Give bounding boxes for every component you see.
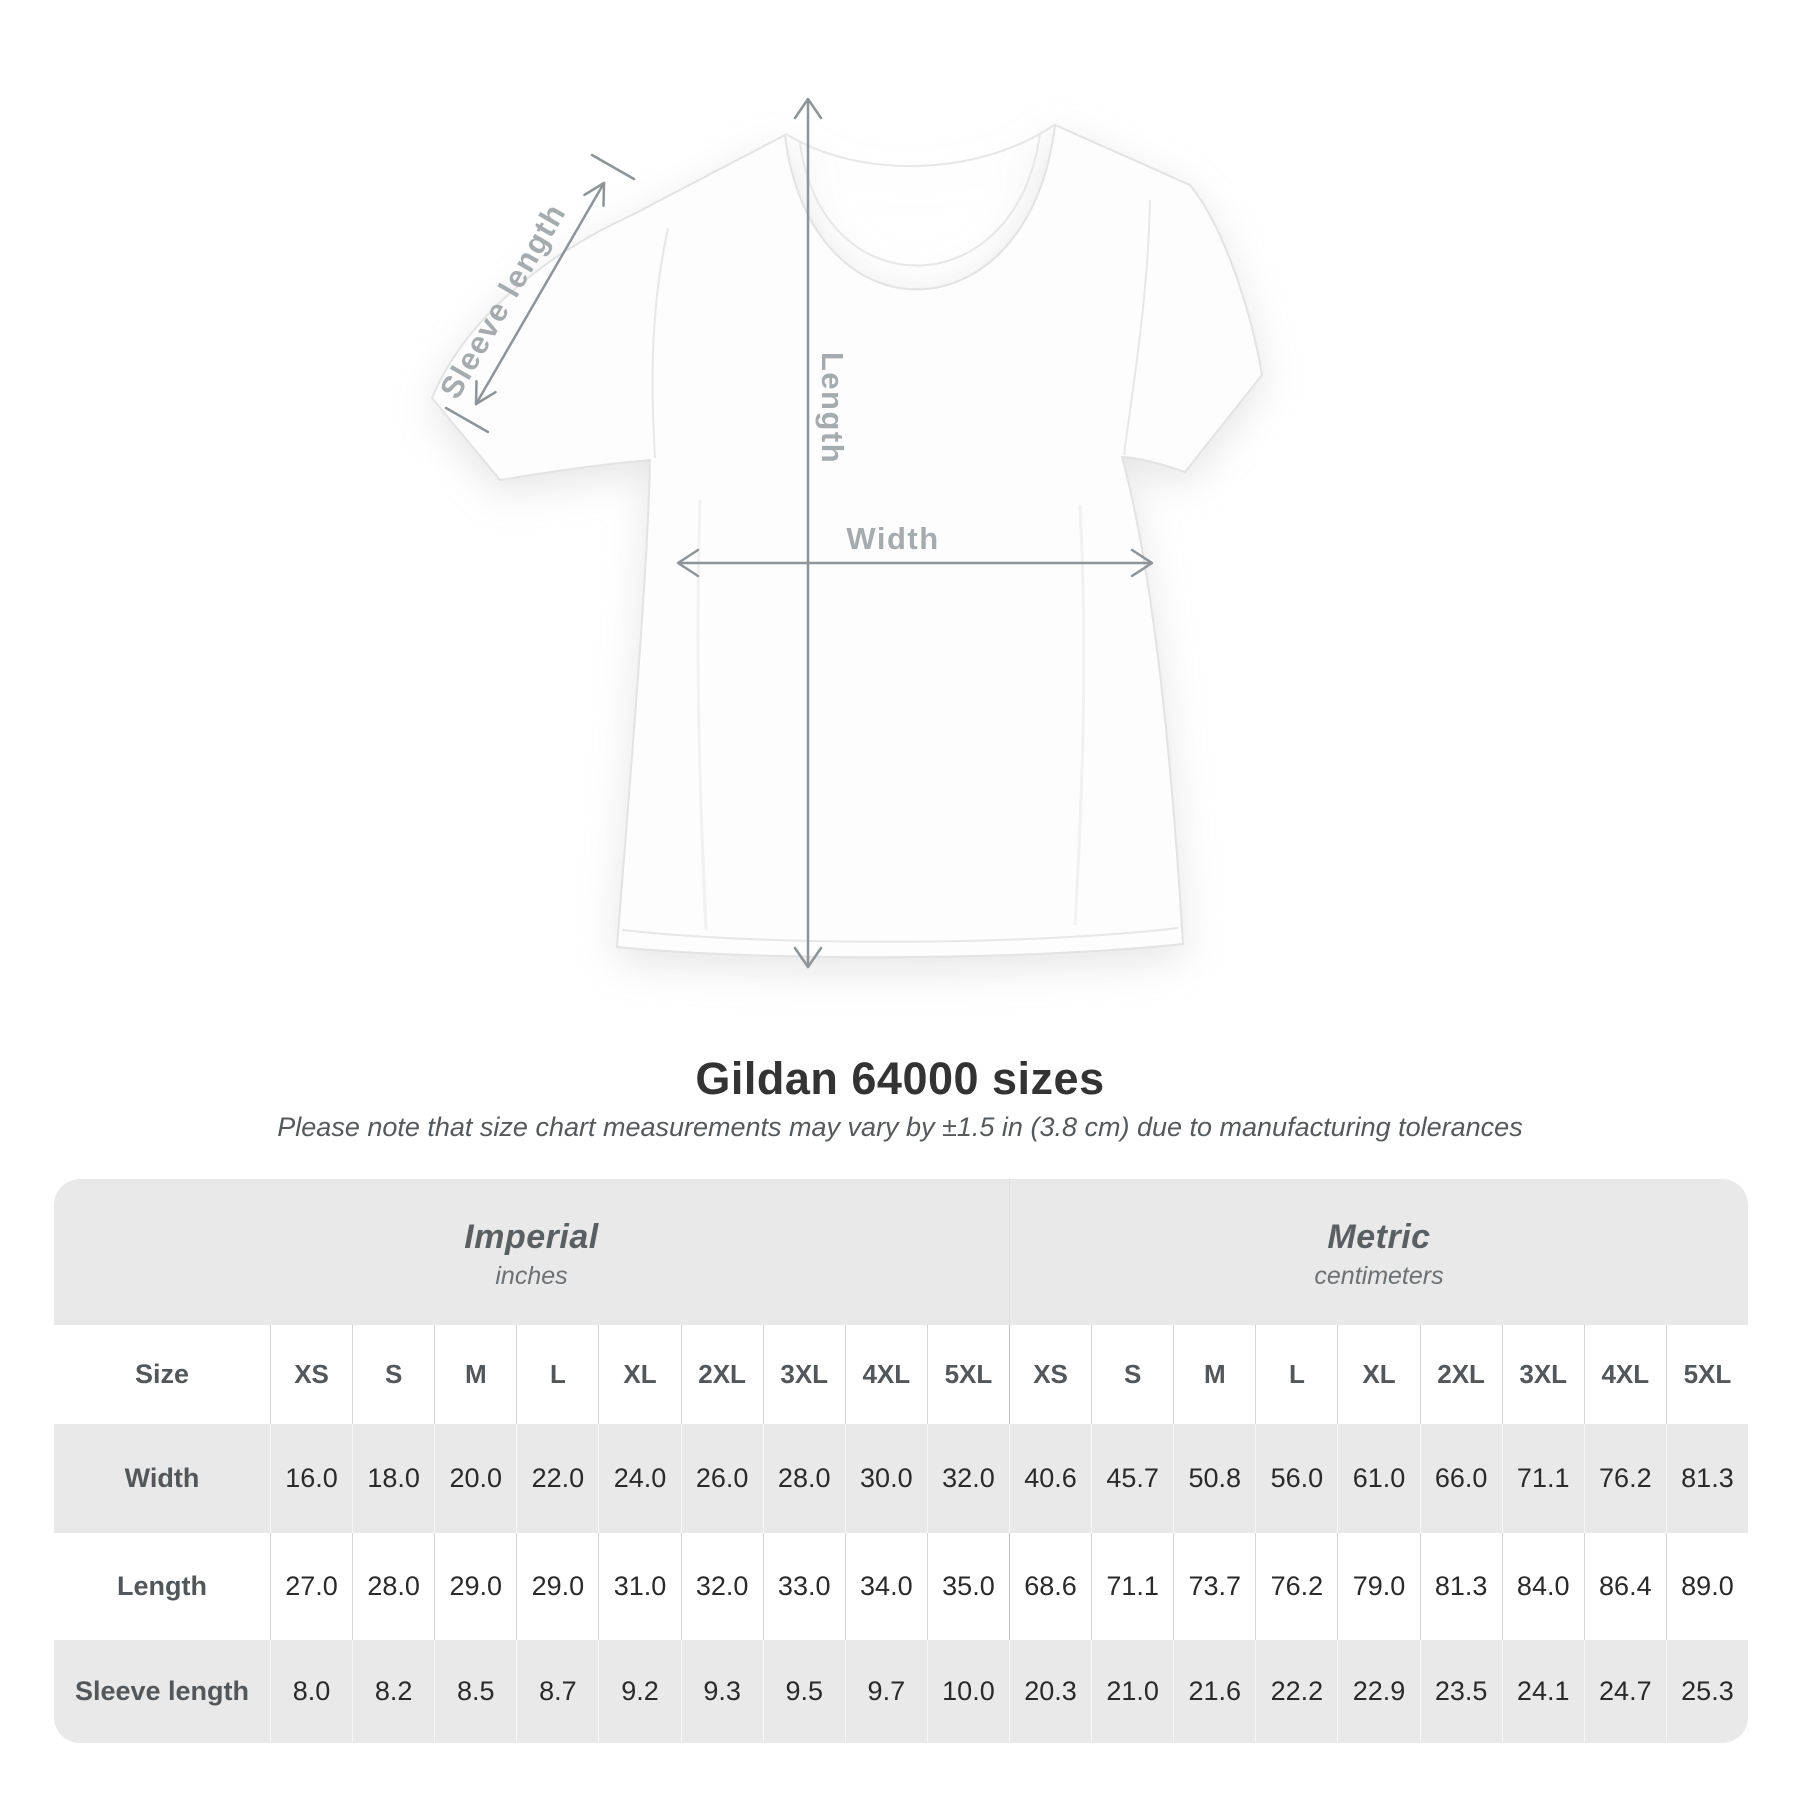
value-cell: 20.0 — [434, 1424, 516, 1533]
size-header-cell: XS — [1009, 1325, 1091, 1424]
value-cell: 56.0 — [1255, 1424, 1337, 1533]
unit-group-unit: inches — [495, 1261, 568, 1290]
size-header-cell: S — [352, 1325, 434, 1424]
value-cell: 8.7 — [516, 1640, 598, 1743]
unit-group-imperial — [54, 1179, 1009, 1325]
value-cell: 8.0 — [270, 1640, 352, 1743]
size-header-cell: 3XL — [763, 1325, 845, 1424]
value-cell: 24.7 — [1584, 1640, 1666, 1743]
value-cell: 30.0 — [845, 1424, 927, 1533]
size-header-cell: 3XL — [1502, 1325, 1584, 1424]
value-cell: 21.0 — [1091, 1640, 1173, 1743]
size-header-cell: XS — [270, 1325, 352, 1424]
row-label-cell: Width — [54, 1424, 270, 1533]
value-cell: 10.0 — [927, 1640, 1009, 1743]
value-cell: 29.0 — [516, 1533, 598, 1640]
value-cell: 71.1 — [1502, 1424, 1584, 1533]
width-label: Width — [846, 521, 940, 556]
value-cell: 8.5 — [434, 1640, 516, 1743]
value-cell: 89.0 — [1666, 1533, 1748, 1640]
value-cell: 79.0 — [1337, 1533, 1419, 1640]
value-cell: 9.2 — [598, 1640, 680, 1743]
value-cell: 32.0 — [927, 1424, 1009, 1533]
value-cell: 50.8 — [1173, 1424, 1255, 1533]
value-cell: 20.3 — [1009, 1640, 1091, 1743]
value-cell: 45.7 — [1091, 1424, 1173, 1533]
row-label-cell: Length — [54, 1533, 270, 1640]
value-cell: 24.1 — [1502, 1640, 1584, 1743]
value-cell: 84.0 — [1502, 1533, 1584, 1640]
page-title: Gildan 64000 sizes — [695, 1053, 1105, 1104]
size-header-cell: 5XL — [927, 1325, 1009, 1424]
value-cell: 40.6 — [1009, 1424, 1091, 1533]
size-table — [54, 1179, 1748, 1743]
value-cell: 35.0 — [927, 1533, 1009, 1640]
value-cell: 81.3 — [1666, 1424, 1748, 1533]
sleeve-end-tick-top — [592, 155, 634, 179]
value-cell: 29.0 — [434, 1533, 516, 1640]
value-cell: 34.0 — [845, 1533, 927, 1640]
size-header-cell: L — [516, 1325, 598, 1424]
collar-inner-line — [800, 133, 1040, 266]
value-cell: 18.0 — [352, 1424, 434, 1533]
value-cell: 28.0 — [763, 1424, 845, 1533]
size-header-cell: 5XL — [1666, 1325, 1748, 1424]
size-header-cell: S — [1091, 1325, 1173, 1424]
size-header-cell: 4XL — [845, 1325, 927, 1424]
value-cell: 22.9 — [1337, 1640, 1419, 1743]
size-header-cell: 2XL — [1420, 1325, 1502, 1424]
value-cell: 9.7 — [845, 1640, 927, 1743]
size-header-label-cell: Size — [54, 1325, 270, 1424]
value-cell: 66.0 — [1420, 1424, 1502, 1533]
value-cell: 68.6 — [1009, 1533, 1091, 1640]
size-header-cell: XL — [1337, 1325, 1419, 1424]
value-cell: 31.0 — [598, 1533, 680, 1640]
value-cell: 22.0 — [516, 1424, 598, 1533]
value-cell: 76.2 — [1255, 1533, 1337, 1640]
value-cell: 26.0 — [681, 1424, 763, 1533]
value-cell: 81.3 — [1420, 1533, 1502, 1640]
value-cell: 16.0 — [270, 1424, 352, 1533]
row-label-cell: Sleeve length — [54, 1640, 270, 1743]
value-cell: 71.1 — [1091, 1533, 1173, 1640]
size-header-cell: XL — [598, 1325, 680, 1424]
value-cell: 33.0 — [763, 1533, 845, 1640]
value-cell: 8.2 — [352, 1640, 434, 1743]
collar-back-line — [786, 125, 1054, 166]
size-header-cell: M — [434, 1325, 516, 1424]
value-cell: 9.3 — [681, 1640, 763, 1743]
value-cell: 27.0 — [270, 1533, 352, 1640]
size-header-cell: L — [1255, 1325, 1337, 1424]
size-header-cell: M — [1173, 1325, 1255, 1424]
size-header-cell: 2XL — [681, 1325, 763, 1424]
value-cell: 25.3 — [1666, 1640, 1748, 1743]
sleeve-length-label: Sleeve length — [432, 197, 573, 405]
unit-group-name: Imperial — [464, 1217, 599, 1256]
value-cell: 28.0 — [352, 1533, 434, 1640]
unit-group-name: Metric — [1327, 1217, 1431, 1256]
value-cell: 76.2 — [1584, 1424, 1666, 1533]
value-cell: 24.0 — [598, 1424, 680, 1533]
size-header-cell: 4XL — [1584, 1325, 1666, 1424]
value-cell: 61.0 — [1337, 1424, 1419, 1533]
length-label: Length — [815, 351, 850, 465]
value-cell: 21.6 — [1173, 1640, 1255, 1743]
value-cell: 23.5 — [1420, 1640, 1502, 1743]
page-subtitle: Please note that size chart measurements may vary by ±1.5 in (3.8 cm) due to manufacturing tolerances — [277, 1112, 1523, 1142]
value-cell: 32.0 — [681, 1533, 763, 1640]
unit-group-metric — [1009, 1179, 1748, 1325]
value-cell: 22.2 — [1255, 1640, 1337, 1743]
value-cell: 73.7 — [1173, 1533, 1255, 1640]
value-cell: 86.4 — [1584, 1533, 1666, 1640]
value-cell: 9.5 — [763, 1640, 845, 1743]
unit-group-unit: centimeters — [1314, 1261, 1444, 1290]
